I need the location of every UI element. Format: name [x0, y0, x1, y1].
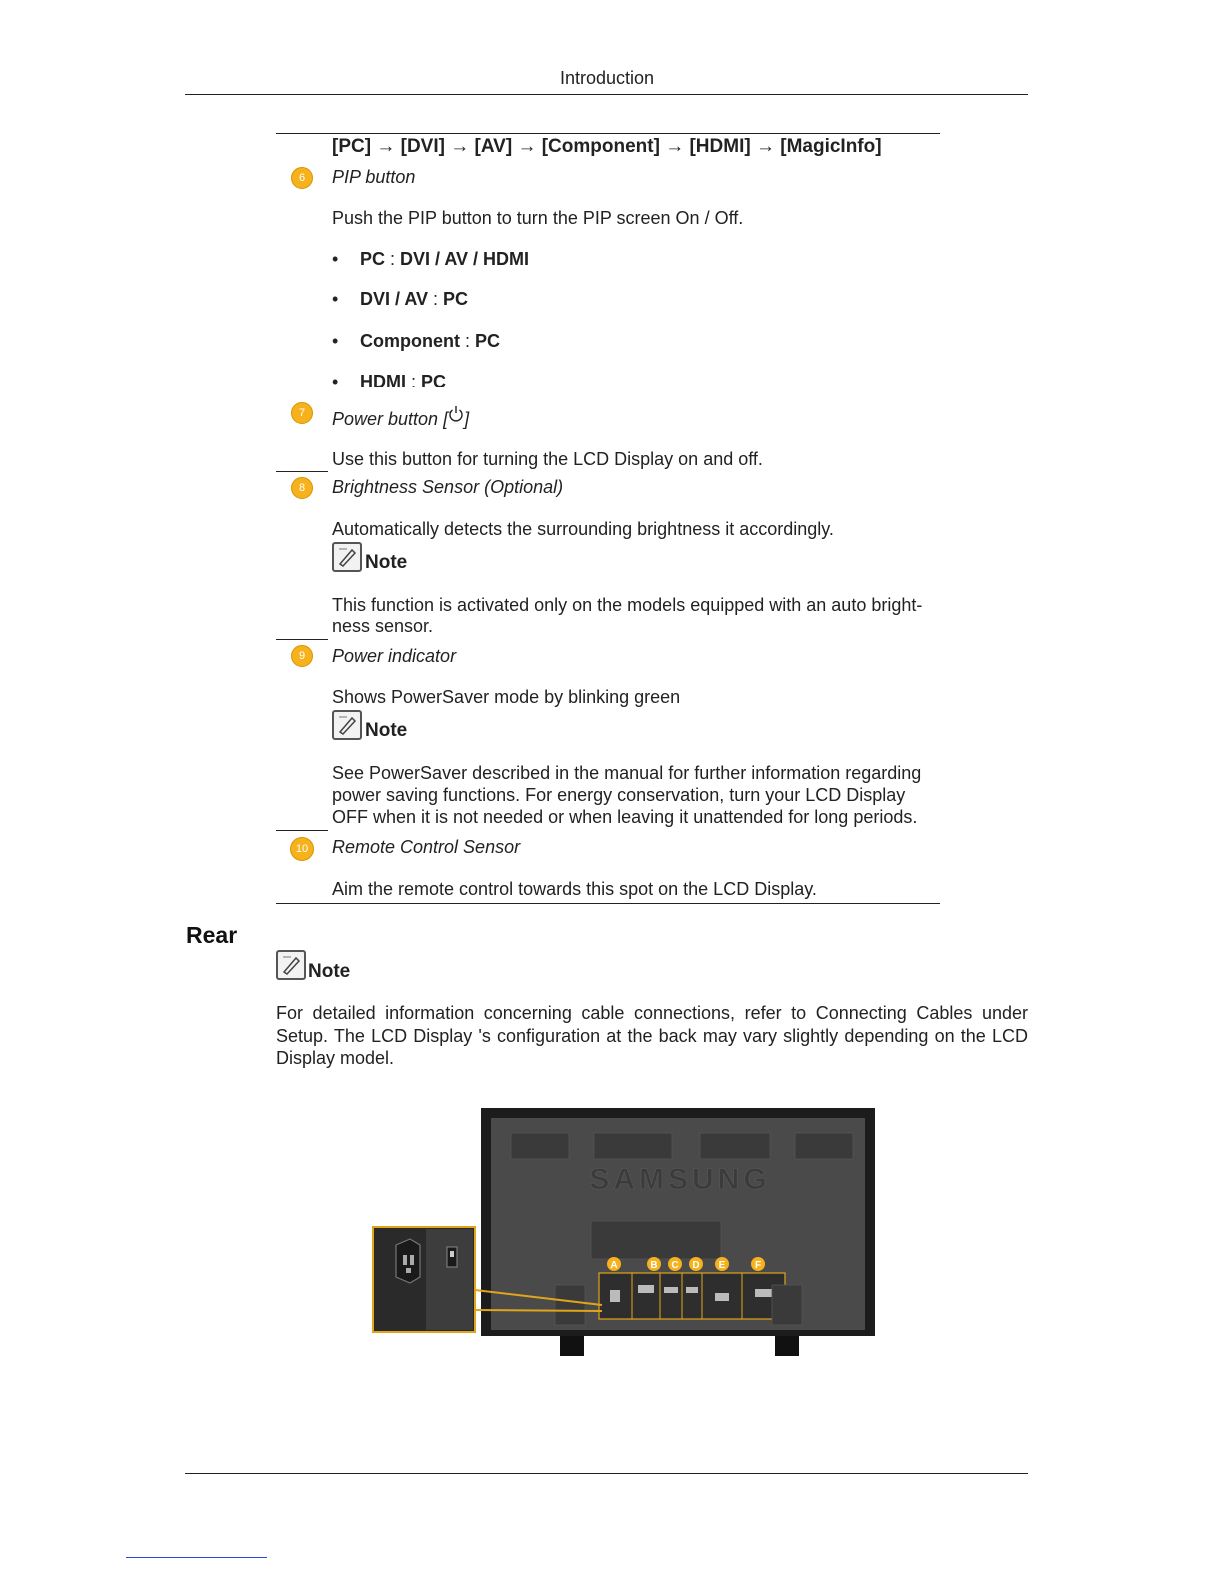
bullet-item: • DVI / AV : PC — [332, 289, 469, 309]
bullet-item: • Component : PC — [332, 331, 501, 351]
seq-arrow: → — [376, 136, 396, 157]
item-title-power-indicator: Power indicator — [332, 646, 457, 666]
bullet-item: • HDMI : PC — [332, 372, 447, 387]
rear-note-text: For detailed information concerning cable connections, refer to Connecting Cables under — [276, 1003, 1028, 1023]
row-divider — [276, 639, 328, 640]
note-label: Note — [365, 720, 408, 741]
seq-magicinfo: [MagicInfo] — [780, 136, 882, 157]
page-header-title: Introduction — [559, 68, 655, 88]
callout-a: A — [610, 1260, 618, 1271]
section-heading-rear: Rear — [186, 922, 238, 948]
seq-pc: [PC] — [332, 136, 372, 157]
brand-logo: SAMSUNG — [589, 1163, 771, 1196]
seq-arrow: → — [450, 136, 470, 157]
seq-hdmi: [HDMI] — [689, 136, 751, 157]
note-text: ness sensor. — [332, 616, 434, 636]
callout-b: B — [650, 1260, 658, 1271]
seq-component: [Component] — [541, 136, 660, 157]
rear-panel-figure — [370, 1105, 880, 1360]
note-icon — [332, 542, 362, 572]
item-desc-power-indicator: Shows PowerSaver mode by blinking green — [332, 687, 681, 707]
note-text: This function is activated only on the models equipped with an auto bright- — [332, 595, 923, 615]
item-badge-7: 7 — [291, 402, 313, 424]
item-badge-8: 8 — [291, 477, 313, 499]
note-text: power saving functions. For energy conservation, turn your LCD Display — [332, 785, 906, 805]
note-text: OFF when it is not needed or when leaving it unattended for long periods. — [332, 807, 918, 827]
item-desc-brightness: Automatically detects the surrounding brightness it accordingly. — [332, 519, 834, 539]
note-label: Note — [308, 961, 351, 982]
note-label: Note — [365, 552, 408, 573]
header-rule — [185, 94, 1028, 95]
item-badge-6: 6 — [291, 167, 313, 189]
item-desc-remote-sensor: Aim the remote control towards this spot on the LCD Display. — [332, 879, 817, 899]
note-text: See PowerSaver described in the manual for further information regarding — [332, 763, 922, 783]
callout-d: D — [692, 1260, 700, 1271]
seq-arrow: → — [755, 136, 775, 157]
row-divider — [276, 471, 328, 472]
rear-note-text: Setup. The LCD Display 's configuration at the back may vary slightly depending on the LCD — [276, 1026, 1028, 1046]
callout-c: C — [671, 1260, 679, 1271]
row-divider — [276, 830, 328, 831]
seq-arrow: → — [517, 136, 537, 157]
callout-f: F — [754, 1260, 762, 1271]
note-icon — [332, 710, 362, 740]
footer-rule — [185, 1473, 1028, 1474]
callout-e: E — [718, 1260, 726, 1271]
footer-link-underline — [126, 1557, 267, 1558]
note-icon — [276, 950, 306, 980]
item-title-power: Power button [ ] — [332, 405, 469, 430]
table-top-rule — [276, 133, 940, 134]
bullet-item: • PC : DVI / AV / HDMI — [332, 249, 530, 269]
power-icon — [448, 405, 464, 423]
item-title-remote-sensor: Remote Control Sensor — [332, 837, 521, 857]
seq-av: [AV] — [474, 136, 513, 157]
item-badge-9: 9 — [291, 645, 313, 667]
item-desc-power: Use this button for turning the LCD Display on and off. — [332, 449, 763, 469]
seq-dvi: [DVI] — [400, 136, 445, 157]
item-title-pip: PIP button — [332, 167, 416, 187]
item-title-brightness: Brightness Sensor (Optional) — [332, 477, 564, 497]
rear-note-text: Display model. — [276, 1048, 395, 1068]
seq-arrow: → — [665, 136, 685, 157]
item-desc-pip: Push the PIP button to turn the PIP screen On / Off. — [332, 208, 744, 228]
table-bottom-rule — [276, 903, 940, 904]
item-badge-10: 10 — [290, 837, 314, 861]
source-sequence — [332, 136, 882, 158]
